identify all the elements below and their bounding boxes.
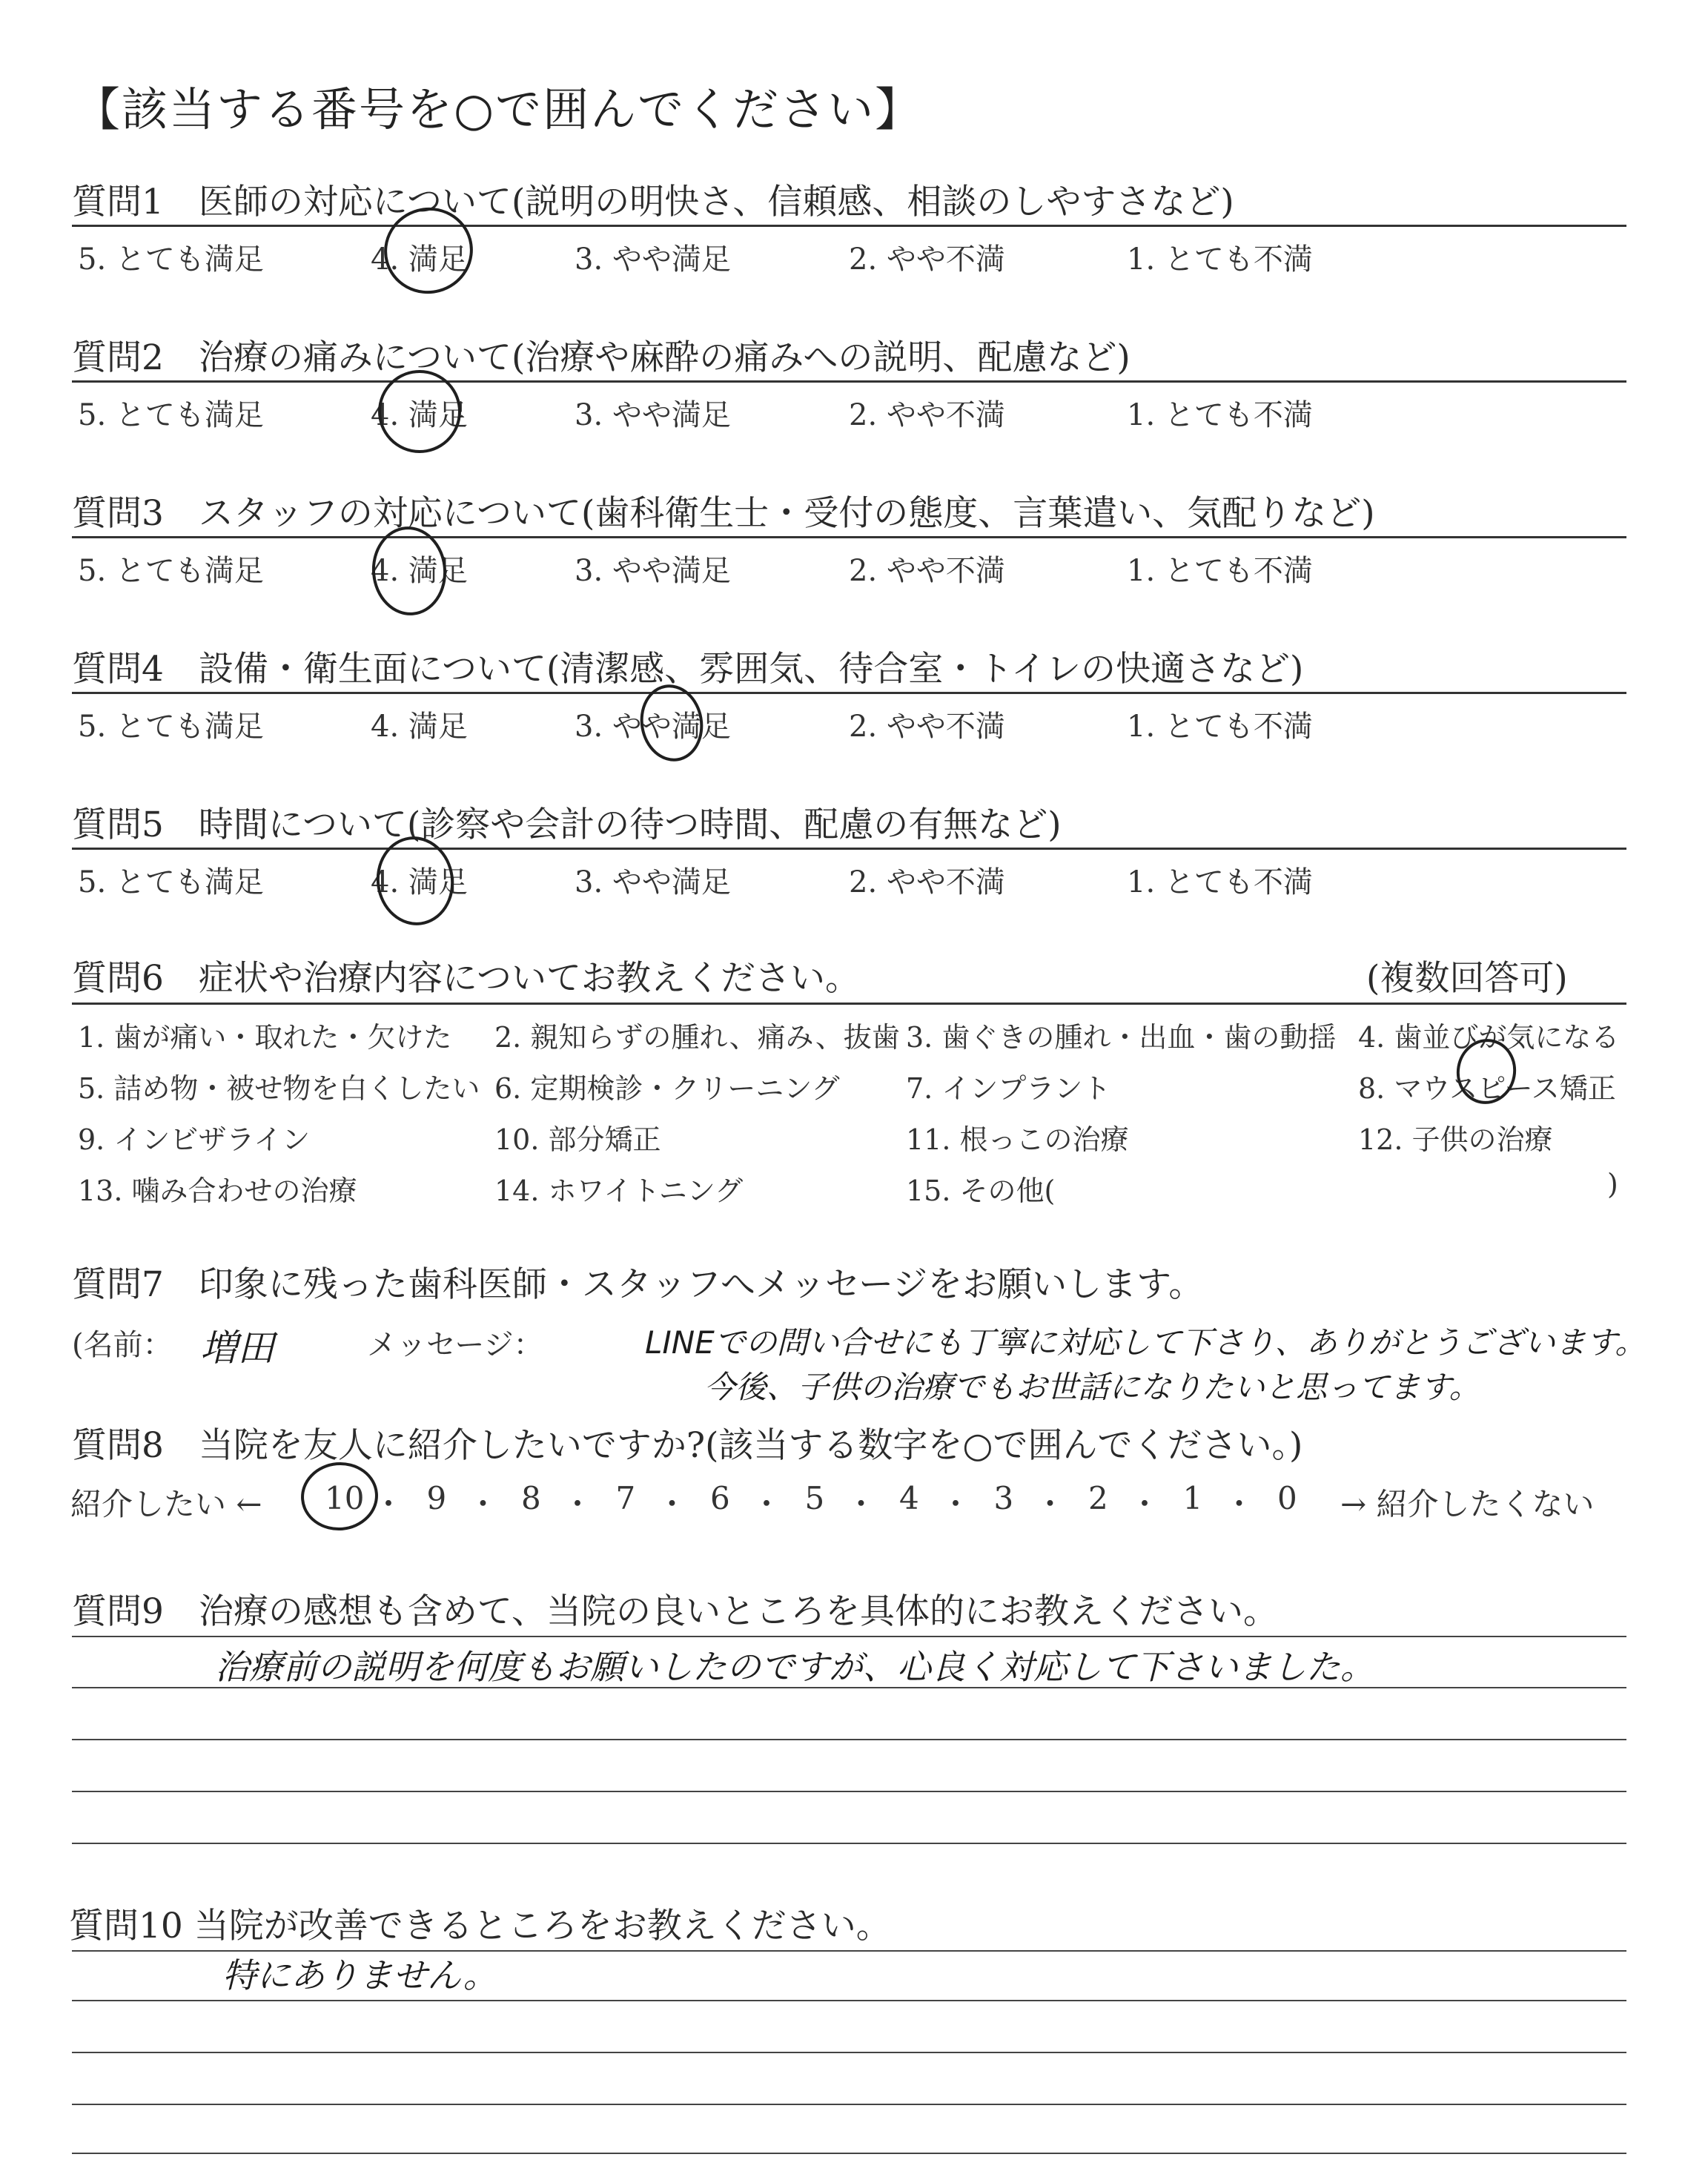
q2-selection-circle	[373, 365, 466, 458]
q3-option-2[interactable]: 2. やや不満	[849, 554, 1005, 588]
q8-separator: ・	[845, 1486, 877, 1522]
q8-separator: ・	[1223, 1486, 1255, 1522]
q9-title: 質問9 治療の感想も含めて、当院の良いところを具体的にお教えください。	[72, 1591, 1278, 1632]
q8-left-label: 紹介したい ←	[70, 1486, 262, 1522]
q6-item-14[interactable]: 14. ホワイトニング	[494, 1175, 744, 1207]
q8-score-3[interactable]: 3	[993, 1480, 1014, 1516]
q6-item-5[interactable]: 5. 詰め物・被せ物を白くしたい	[78, 1072, 480, 1105]
q6-note: (複数回答可)	[1366, 958, 1568, 999]
q1-title: 質問1 医師の対応について(説明の明快さ、信頼感、相談のしやすさなど)	[72, 182, 1234, 222]
q5-title: 質問5 時間について(診察や会計の待つ時間、配慮の有無など)	[72, 805, 1062, 845]
q7-message-label: メッセージ：	[367, 1328, 543, 1362]
q1-option-3[interactable]: 3. やや満足	[575, 242, 731, 277]
q8-score-0[interactable]: 0	[1277, 1480, 1297, 1516]
q1-option-4[interactable]: 4. 満足	[371, 242, 468, 277]
q6-item-15[interactable]: 15. その他(	[906, 1175, 1056, 1207]
q8-score-5[interactable]: 5	[804, 1480, 825, 1516]
instructions-header: 【該当する番号を○で囲んでください】	[74, 82, 923, 136]
q4-selection-circle	[636, 681, 707, 764]
q7-title: 質問7 印象に残った歯科医師・スタッフへメッセージをお願いします。	[72, 1264, 1204, 1305]
q6-item-8[interactable]: 8. マウスピース矯正	[1358, 1072, 1616, 1105]
q8-score-9[interactable]: 9	[426, 1480, 447, 1516]
q7-message-line2: 今後、子供の治療でもお世話になりたいと思ってます。	[704, 1369, 1480, 1405]
q2-option-1[interactable]: 1. とても不満	[1127, 398, 1313, 432]
q6-item-13[interactable]: 13. 噛み合わせの治療	[78, 1175, 357, 1207]
q4-option-4[interactable]: 4. 満足	[371, 710, 468, 744]
q5-option-4[interactable]: 4. 満足	[371, 865, 468, 899]
q6-item-1[interactable]: 1. 歯が痛い・取れた・欠けた	[78, 1021, 452, 1054]
q8-selection-circle	[299, 1461, 379, 1532]
q10-title: 質問10 当院が改善できるところをお教えください。	[69, 1906, 891, 1946]
q6-item-2[interactable]: 2. 親知らずの腫れ、痛み、抜歯	[494, 1021, 900, 1054]
q6-selection-circle	[1453, 1036, 1519, 1107]
q3-option-5[interactable]: 5. とても満足	[78, 554, 264, 588]
q4-option-3[interactable]: 3. やや満足	[575, 710, 731, 744]
q6-title: 質問6 症状や治療内容についてお教えください。	[72, 958, 860, 999]
q8-separator: ・	[940, 1486, 972, 1522]
q4-option-2[interactable]: 2. やや不満	[849, 710, 1005, 744]
q1-selection-circle	[376, 199, 480, 302]
q8-right-label: → 紹介したくない	[1340, 1486, 1595, 1522]
q1-option-5[interactable]: 5. とても満足	[78, 242, 264, 277]
q8-separator: ・	[467, 1486, 499, 1522]
q1-option-1[interactable]: 1. とても不満	[1127, 242, 1313, 277]
q7-message-line1: LINEでの問い合せにも丁寧に対応して下さり、ありがとうございます。	[645, 1324, 1646, 1361]
q8-separator: ・	[1034, 1486, 1066, 1522]
q2-option-3[interactable]: 3. やや満足	[575, 398, 731, 432]
q4-option-1[interactable]: 1. とても不満	[1127, 710, 1313, 744]
q2-option-2[interactable]: 2. やや不満	[849, 398, 1005, 432]
q5-option-3[interactable]: 3. やや満足	[575, 865, 731, 899]
q8-score-4[interactable]: 4	[899, 1480, 919, 1516]
q5-option-1[interactable]: 1. とても不満	[1127, 865, 1313, 899]
q2-option-4[interactable]: 4. 満足	[371, 398, 468, 432]
q9-answer: 治療前の説明を何度もお願いしたのですが、心良く対応して下さいました。	[215, 1647, 1374, 1687]
q6-item-6[interactable]: 6. 定期検診・クリーニング	[494, 1072, 840, 1105]
q2-option-5[interactable]: 5. とても満足	[78, 398, 264, 432]
q4-title: 質問4 設備・衛生面について(清潔感、雰囲気、待合室・トイレの快適さなど)	[72, 649, 1304, 690]
q2-title: 質問2 治療の痛みについて(治療や麻酔の痛みへの説明、配慮など)	[72, 337, 1131, 378]
q8-score-1[interactable]: 1	[1182, 1480, 1203, 1516]
q6-item-4[interactable]: 4. 歯並びが気になる	[1358, 1021, 1620, 1054]
q8-separator: ・	[373, 1486, 405, 1522]
q3-option-4[interactable]: 4. 満足	[371, 554, 468, 588]
q8-separator: ・	[656, 1486, 688, 1522]
q8-score-2[interactable]: 2	[1088, 1480, 1108, 1516]
q6-item-3[interactable]: 3. 歯ぐきの腫れ・出血・歯の動揺	[906, 1021, 1337, 1054]
q5-option-5[interactable]: 5. とても満足	[78, 865, 264, 899]
q1-option-2[interactable]: 2. やや不満	[849, 242, 1005, 277]
q10-answer: 特にありません。	[222, 1955, 497, 1995]
q4-option-5[interactable]: 5. とても満足	[78, 710, 264, 744]
q6-item-12[interactable]: 12. 子供の治療	[1358, 1123, 1553, 1156]
q8-title: 質問8 当院を友人に紹介したいですか?(該当する数字を○で囲んでください。)	[72, 1425, 1303, 1466]
q8-score-7[interactable]: 7	[615, 1480, 636, 1516]
q6-item-11[interactable]: 11. 根っこの治療	[906, 1123, 1129, 1156]
q6-item-10[interactable]: 10. 部分矯正	[494, 1123, 661, 1156]
q3-option-3[interactable]: 3. やや満足	[575, 554, 731, 588]
q3-option-1[interactable]: 1. とても不満	[1127, 554, 1313, 588]
q7-name-label: (名前：	[72, 1328, 173, 1362]
q6-item-9[interactable]: 9. インビザライン	[78, 1123, 311, 1156]
q6-item-7[interactable]: 7. インプラント	[906, 1072, 1111, 1105]
q8-separator: ・	[1129, 1486, 1161, 1522]
q8-score-8[interactable]: 8	[521, 1480, 541, 1516]
q6-other-close: )	[1607, 1168, 1618, 1200]
q3-selection-circle	[370, 525, 448, 617]
q7-name-value: 増田	[200, 1327, 274, 1370]
q3-title: 質問3 スタッフの対応について(歯科衛生士・受付の態度、言葉遣い、気配りなど)	[72, 493, 1375, 534]
q8-separator: ・	[751, 1486, 783, 1522]
q5-selection-circle	[372, 833, 457, 929]
q8-separator: ・	[562, 1486, 594, 1522]
q8-score-10[interactable]: 10	[325, 1480, 365, 1516]
q5-option-2[interactable]: 2. やや不満	[849, 865, 1005, 899]
q8-score-6[interactable]: 6	[710, 1480, 730, 1516]
